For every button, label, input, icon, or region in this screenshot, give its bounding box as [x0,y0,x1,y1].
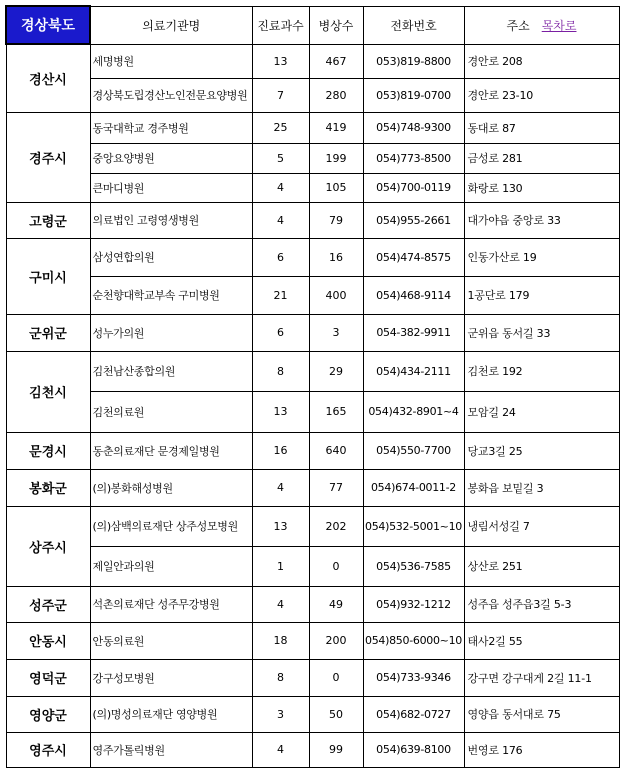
phone-cell: 053)819-8800 [363,44,464,78]
dept-count-cell: 25 [252,112,309,143]
table-row [6,143,619,173]
table-row [6,44,619,78]
dept-count-cell: 21 [252,276,309,314]
hospital-name-cell: 제일안과의원 [90,546,252,586]
table-row [6,506,619,546]
hospital-name-cell: 안동의료원 [90,622,252,659]
hospital-name-cell: 동국대학교 경주병원 [90,112,252,143]
hospital-table [5,5,620,768]
address-cell: 경안로 208 [464,44,619,78]
table-row [6,546,619,586]
column-header-beds: 병상수 [309,6,363,44]
phone-cell: 054)434-2111 [363,351,464,391]
region-cell: 김천시 [6,351,90,432]
region-cell: 영덕군 [6,659,90,696]
dept-count-cell: 6 [252,238,309,276]
dept-count-cell: 4 [252,202,309,238]
column-header-name: 의료기관명 [90,6,252,44]
address-cell: 동대로 87 [464,112,619,143]
hospital-name-cell: 김천의료원 [90,391,252,432]
table-row [6,586,619,622]
hospital-name-cell: 경상북도립경산노인전문요양병원 [90,78,252,112]
phone-cell: 053)819-0700 [363,78,464,112]
hospital-name-cell: (의)명성의료재단 영양병원 [90,696,252,732]
region-cell: 고령군 [6,202,90,238]
hospital-name-cell: 순천향대학교부속 구미병원 [90,276,252,314]
dept-count-cell: 16 [252,432,309,469]
region-cell: 문경시 [6,432,90,469]
address-header-label: 주소 [506,18,530,33]
bed-count-cell: 199 [309,143,363,173]
address-cell: 금성로 281 [464,143,619,173]
hospital-name-cell: 의료법인 고령영생병원 [90,202,252,238]
bed-count-cell: 467 [309,44,363,78]
table-body [6,44,619,767]
dept-count-cell: 4 [252,586,309,622]
address-cell: 당교3길 25 [464,432,619,469]
table-row [6,391,619,432]
table-row [6,276,619,314]
hospital-name-cell: 삼성연합의원 [90,238,252,276]
bed-count-cell: 0 [309,546,363,586]
address-cell: 성주읍 성주읍3길 5-3 [464,586,619,622]
bed-count-cell: 640 [309,432,363,469]
address-cell: 군위읍 동서길 33 [464,314,619,351]
dept-count-cell: 8 [252,659,309,696]
phone-cell: 054)773-8500 [363,143,464,173]
region-cell: 봉화군 [6,469,90,506]
dept-count-cell: 3 [252,696,309,732]
address-cell: 봉화읍 보밑길 3 [464,469,619,506]
phone-cell: 054)532-5001~10 [363,506,464,546]
address-cell: 1공단로 179 [464,276,619,314]
address-cell: 번영로 176 [464,732,619,767]
table-row [6,78,619,112]
phone-cell: 054)932-1212 [363,586,464,622]
dept-count-cell: 4 [252,173,309,202]
hospital-name-cell: (의)삼백의료재단 상주성모병원 [90,506,252,546]
phone-cell: 054)432-8901~4 [363,391,464,432]
hospital-table-sheet [5,5,618,768]
region-cell: 군위군 [6,314,90,351]
phone-cell: 054)639-8100 [363,732,464,767]
table-row [6,112,619,143]
hospital-name-cell: 큰마디병원 [90,173,252,202]
phone-cell: 054)682-0727 [363,696,464,732]
bed-count-cell: 29 [309,351,363,391]
address-cell: 영양읍 동서대로 75 [464,696,619,732]
phone-cell: 054)674-0011-2 [363,469,464,506]
dept-count-cell: 5 [252,143,309,173]
hospital-name-cell: 석촌의료재단 성주무강병원 [90,586,252,622]
table-row [6,659,619,696]
bed-count-cell: 77 [309,469,363,506]
phone-cell: 054)474-8575 [363,238,464,276]
address-cell: 상산로 251 [464,546,619,586]
dept-count-cell: 13 [252,391,309,432]
dept-count-cell: 13 [252,44,309,78]
dept-count-cell: 18 [252,622,309,659]
toc-link[interactable]: 목차로 [541,18,577,33]
table-row [6,314,619,351]
address-cell: 김천로 192 [464,351,619,391]
column-header-phone: 전화번호 [363,6,464,44]
address-cell: 대가야읍 중앙로 33 [464,202,619,238]
address-cell: 모암길 24 [464,391,619,432]
dept-count-cell: 7 [252,78,309,112]
phone-cell: 054)550-7700 [363,432,464,469]
dept-count-cell: 13 [252,506,309,546]
address-cell: 강구면 강구대게 2길 11-1 [464,659,619,696]
address-cell: 인동가산로 19 [464,238,619,276]
bed-count-cell: 16 [309,238,363,276]
bed-count-cell: 400 [309,276,363,314]
dept-count-cell: 4 [252,732,309,767]
table-row [6,469,619,506]
hospital-name-cell: 성누가의원 [90,314,252,351]
region-title: 경상북도 [6,6,90,44]
dept-count-cell: 1 [252,546,309,586]
bed-count-cell: 99 [309,732,363,767]
bed-count-cell: 105 [309,173,363,202]
hospital-name-cell: 김천남산종합의원 [90,351,252,391]
table-row [6,696,619,732]
region-cell: 구미시 [6,238,90,314]
dept-count-cell: 8 [252,351,309,391]
table-row [6,238,619,276]
table-row [6,432,619,469]
phone-cell: 054)468-9114 [363,276,464,314]
bed-count-cell: 49 [309,586,363,622]
hospital-name-cell: 세명병원 [90,44,252,78]
bed-count-cell: 50 [309,696,363,732]
column-header-depts: 진료과수 [252,6,309,44]
region-cell: 경주시 [6,112,90,202]
hospital-name-cell: (의)봉화해성병원 [90,469,252,506]
bed-count-cell: 3 [309,314,363,351]
address-cell: 경안로 23-10 [464,78,619,112]
region-cell: 상주시 [6,506,90,586]
bed-count-cell: 202 [309,506,363,546]
region-cell: 성주군 [6,586,90,622]
bed-count-cell: 0 [309,659,363,696]
bed-count-cell: 280 [309,78,363,112]
hospital-name-cell: 강구성모병원 [90,659,252,696]
region-cell: 안동시 [6,622,90,659]
header-row [6,6,619,44]
table-row [6,622,619,659]
phone-cell: 054)536-7585 [363,546,464,586]
bed-count-cell: 419 [309,112,363,143]
phone-cell: 054)955-2661 [363,202,464,238]
hospital-name-cell: 영주가톨릭병원 [90,732,252,767]
dept-count-cell: 4 [252,469,309,506]
region-cell: 경산시 [6,44,90,112]
phone-cell: 054)700-0119 [363,173,464,202]
table-row [6,351,619,391]
bed-count-cell: 200 [309,622,363,659]
bed-count-cell: 165 [309,391,363,432]
phone-cell: 054-382-9911 [363,314,464,351]
region-cell: 영양군 [6,696,90,732]
table-row [6,202,619,238]
phone-cell: 054)850-6000~10 [363,622,464,659]
address-cell: 냉림서성길 7 [464,506,619,546]
hospital-name-cell: 동춘의료재단 문경제일병원 [90,432,252,469]
table-row [6,732,619,767]
phone-cell: 054)748-9300 [363,112,464,143]
table-row [6,173,619,202]
address-cell: 화랑로 130 [464,173,619,202]
dept-count-cell: 6 [252,314,309,351]
phone-cell: 054)733-9346 [363,659,464,696]
hospital-name-cell: 중앙요양병원 [90,143,252,173]
bed-count-cell: 79 [309,202,363,238]
address-cell: 태사2길 55 [464,622,619,659]
column-header-address [464,6,619,44]
region-cell: 영주시 [6,732,90,767]
